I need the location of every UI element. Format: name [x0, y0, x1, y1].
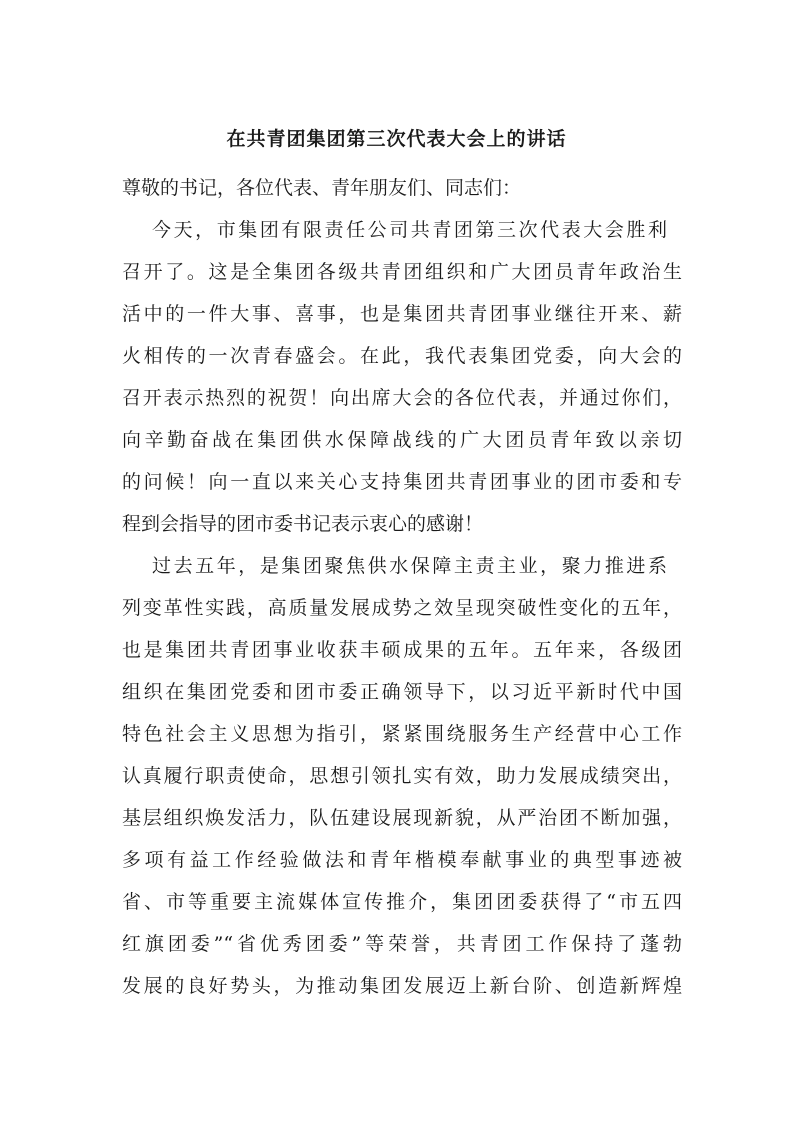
paragraph-line: 火相传的一次青春盛会。在此，我代表集团党委，向大会的 [122, 345, 682, 367]
paragraph-line: 活中的一件大事、喜事，也是集团共青团事业继往开来、薪 [122, 303, 682, 325]
salutation: 尊敬的书记，各位代表、青年朋友们、同志们： [122, 177, 522, 199]
paragraph-line: 组织在集团党委和团市委正确领导下，以习近平新时代中国 [122, 681, 682, 703]
paragraph-line: 列变革性实践，高质量发展成势之效呈现突破性变化的五年， [122, 597, 682, 619]
paragraph-line: 召开了。这是全集团各级共青团组织和广大团员青年政治生 [122, 261, 682, 283]
paragraph-line: 发展的良好势头，为推动集团发展迈上新台阶、创造新辉煌 [122, 975, 682, 997]
paragraph-line: 的问候！向一直以来关心支持集团共青团事业的团市委和专 [122, 471, 682, 493]
paragraph-line: 程到会指导的团市委书记表示衷心的感谢！ [122, 513, 484, 535]
paragraph-line: 向辛勤奋战在集团供水保障战线的广大团员青年致以亲切 [122, 429, 682, 451]
paragraph-line: 过去五年，是集团聚焦供水保障主责主业，聚力推进系 [152, 555, 667, 577]
paragraph-line: 红旗团委”“省优秀团委”等荣誉，共青团工作保持了蓬勃 [122, 933, 682, 955]
paragraph-line: 多项有益工作经验做法和青年楷模奉献事业的典型事迹被 [122, 849, 682, 871]
paragraph-line: 特色社会主义思想为指引，紧紧围绕服务生产经营中心工作 [122, 723, 682, 745]
paragraph-line: 也是集团共青团事业收获丰硕成果的五年。五年来，各级团 [122, 639, 682, 661]
paragraph-line: 认真履行职责使命，思想引领扎实有效，助力发展成绩突出， [122, 765, 682, 787]
paragraph-line: 今天，市集团有限责任公司共青团第三次代表大会胜利 [152, 219, 667, 241]
paragraph-line: 省、市等重要主流媒体宣传推介，集团团委获得了“市五四 [122, 891, 682, 913]
paragraph-line: 召开表示热烈的祝贺！向出席大会的各位代表，并通过你们， [122, 387, 682, 409]
paragraph-line: 基层组织焕发活力，队伍建设展现新貌，从严治团不断加强， [122, 807, 682, 829]
document-title: 在共青团集团第三次代表大会上的讲话 [226, 128, 567, 150]
